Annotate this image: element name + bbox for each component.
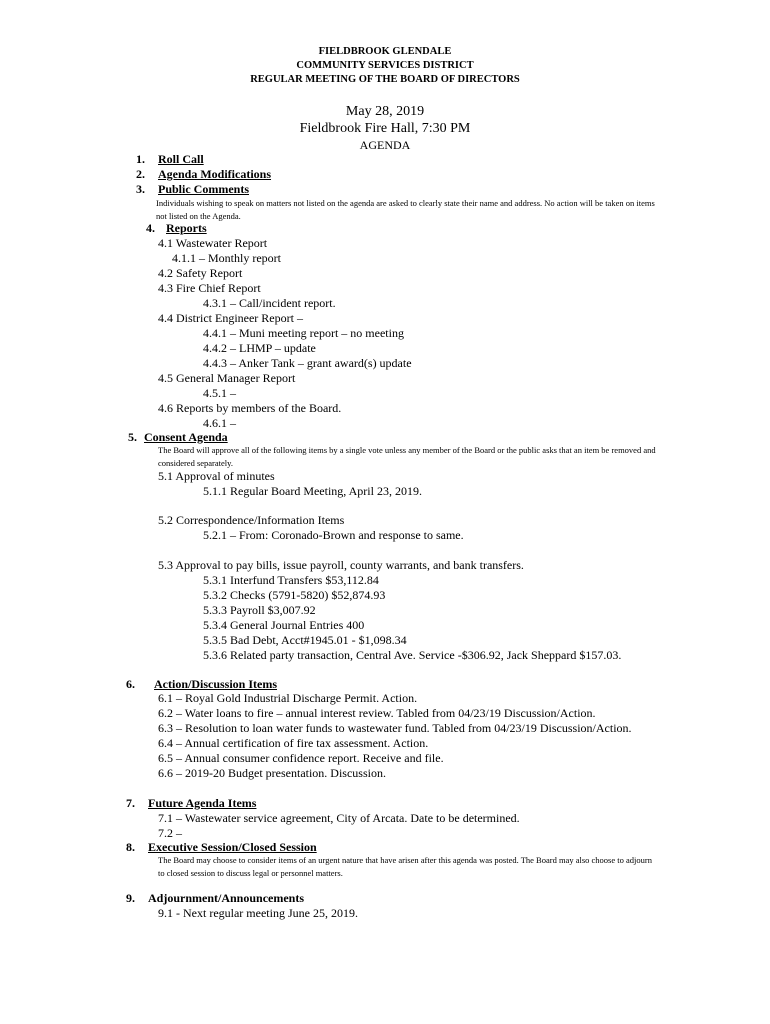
consent-5-1: 5.1 Approval of minutes xyxy=(158,469,275,483)
agenda-heading: AGENDA xyxy=(359,138,411,152)
consent-5-1-1: 5.1.1 Regular Board Meeting, April 23, 2019. xyxy=(203,484,422,498)
item-5-note: The Board will approve all of the following items by a single vote unless any member of the Board or the public asks that an item be removed and considered separately. xyxy=(158,445,656,468)
item-5-title: Consent Agenda xyxy=(144,430,228,444)
item-1-title: Roll Call xyxy=(158,152,204,166)
meeting-location: Fieldbrook Fire Hall, 7:30 PM xyxy=(299,121,471,136)
meeting-date: May 28, 2019 xyxy=(345,104,425,119)
consent-5-3-5: 5.3.5 Bad Debt, Acct#1945.01 - $1,098.34 xyxy=(203,633,407,647)
item-6-title: Action/Discussion Items xyxy=(154,677,278,691)
item-6-number: 6. xyxy=(126,677,135,691)
consent-5-3-6: 5.3.6 Related party transaction, Central Ave. Service -$306.92, Jack Sheppard $157.03. xyxy=(203,648,622,662)
consent-5-2: 5.2 Correspondence/Information Items xyxy=(158,513,345,527)
consent-5-3-1: 5.3.1 Interfund Transfers $53,112.84 xyxy=(203,573,379,587)
report-4-3: 4.3 Fire Chief Report xyxy=(158,281,261,295)
future-7-2: 7.2 – xyxy=(158,826,182,840)
action-6-1: 6.1 – Royal Gold Industrial Discharge Permit. Action. xyxy=(158,691,418,705)
item-8-number: 8. xyxy=(126,840,135,854)
item-9-title: Adjournment/Announcements xyxy=(148,891,305,905)
report-4-6-1: 4.6.1 – xyxy=(203,416,236,430)
action-6-4: 6.4 – Annual certification of fire tax assessment. Action. xyxy=(158,736,429,750)
consent-5-2-1: 5.2.1 – From: Coronado-Brown and response to same. xyxy=(203,528,464,542)
item-2-title: Agenda Modifications xyxy=(158,167,272,181)
item-8-title: Executive Session/Closed Session xyxy=(148,840,317,854)
consent-5-3-3: 5.3.3 Payroll $3,007.92 xyxy=(203,603,316,617)
consent-5-3-4: 5.3.4 General Journal Entries 400 xyxy=(203,618,365,632)
item-5-number: 5. xyxy=(128,430,137,444)
district-name: FIELDBROOK GLENDALE xyxy=(318,46,452,57)
item-3-note: Individuals wishing to speak on matters not listed on the agenda are asked to clearly state their name and address. No action will be taken on items not listed on the Agenda. xyxy=(156,198,655,221)
item-3-number: 3. xyxy=(136,182,145,196)
item-8-note: The Board may choose to consider items of an urgent nature that have arisen after this agenda was posted. The Board may also choose to adjourn to closed session to discuss legal or personnel matters. xyxy=(158,855,652,878)
action-6-2: 6.2 – Water loans to fire – annual interest review. Tabled from 04/23/19 Discussion/Action. xyxy=(158,706,596,720)
item-7-number: 7. xyxy=(126,796,135,810)
item-3-title: Public Comments xyxy=(158,182,249,196)
report-4-1-1: 4.1.1 – Monthly report xyxy=(172,251,281,265)
item-9-number: 9. xyxy=(126,891,135,905)
item-2-number: 2. xyxy=(136,167,145,181)
action-6-5: 6.5 – Annual consumer confidence report. Receive and file. xyxy=(158,751,444,765)
report-4-4-1: 4.4.1 – Muni meeting report – no meeting xyxy=(203,326,404,340)
consent-5-3: 5.3 Approval to pay bills, issue payroll, county warrants, and bank transfers. xyxy=(158,558,524,572)
report-4-2: 4.2 Safety Report xyxy=(158,266,243,280)
report-4-3-1: 4.3.1 – Call/incident report. xyxy=(203,296,336,310)
adjourn-9-1: 9.1 - Next regular meeting June 25, 2019. xyxy=(158,906,358,920)
action-6-3: 6.3 – Resolution to loan water funds to wastewater fund. Tabled from 04/23/19 Discussion/Action. xyxy=(158,721,632,735)
item-4-number: 4. xyxy=(146,221,155,235)
report-4-6: 4.6 Reports by members of the Board. xyxy=(158,401,342,415)
report-4-1: 4.1 Wastewater Report xyxy=(158,236,268,250)
consent-5-3-2: 5.3.2 Checks (5791-5820) $52,874.93 xyxy=(203,588,386,602)
item-1-number: 1. xyxy=(136,152,145,166)
item-7-title: Future Agenda Items xyxy=(148,796,257,810)
meeting-title: REGULAR MEETING OF THE BOARD OF DIRECTORS xyxy=(250,74,520,85)
item-4-title: Reports xyxy=(166,221,207,235)
report-4-5: 4.5 General Manager Report xyxy=(158,371,296,385)
report-4-4-3: 4.4.3 – Anker Tank – grant award(s) update xyxy=(203,356,412,370)
action-6-6: 6.6 – 2019-20 Budget presentation. Discussion. xyxy=(158,766,386,780)
future-7-1: 7.1 – Wastewater service agreement, City of Arcata. Date to be determined. xyxy=(158,811,520,825)
district-subtitle: COMMUNITY SERVICES DISTRICT xyxy=(296,60,474,71)
report-4-5-1: 4.5.1 – xyxy=(203,386,236,400)
report-4-4: 4.4 District Engineer Report – xyxy=(158,311,303,325)
report-4-4-2: 4.4.2 – LHMP – update xyxy=(203,341,316,355)
